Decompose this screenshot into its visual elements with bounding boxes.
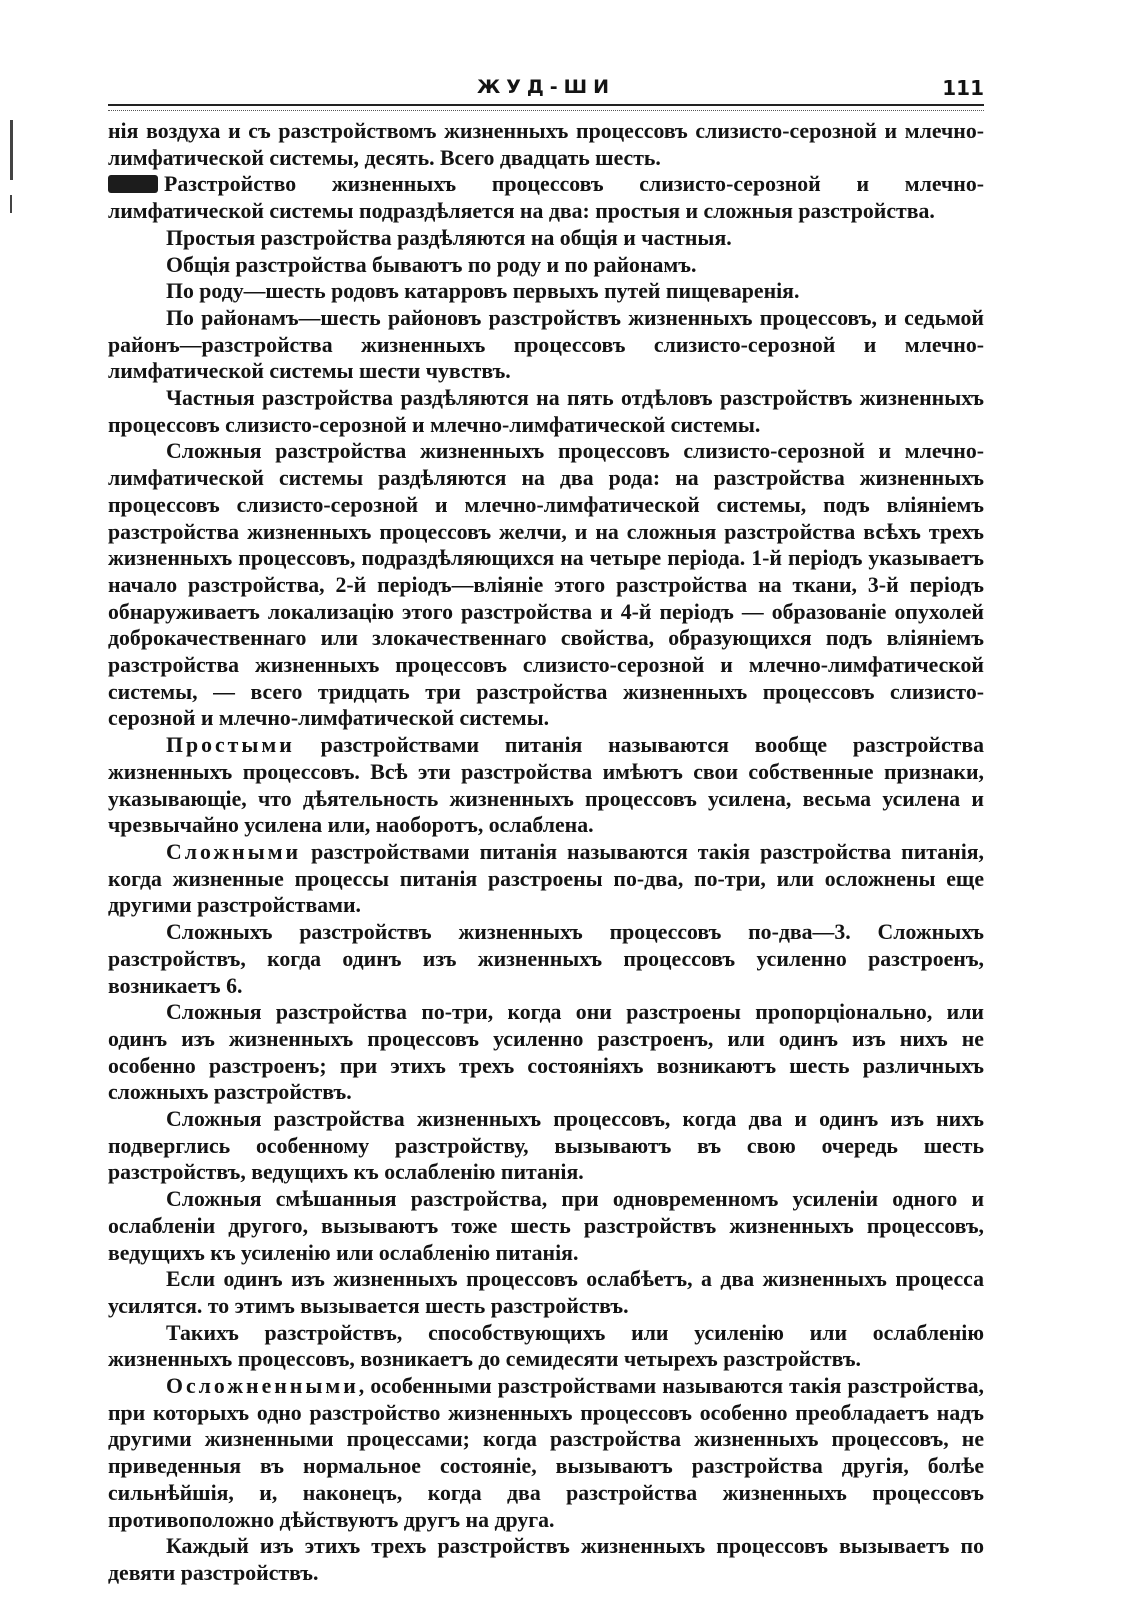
paragraph-text: разстройствами питанія называются вообще разстройства жизненныхъ процессовъ. Всѣ эти разстройства имѣютъ свои собственные признаки, указывающіе, что дѣятельность жизненныхъ процессовъ усилена, весьма усилена и чрезвычайно усилена или, наоборотъ, ослаблена. xyxy=(108,733,984,838)
paragraph: Сложныя разстройства по-три, когда они разстроены пропорціонально, или одинъ изъ жизненныхъ процессовъ усиленно разстроенъ, или одинъ изъ нихъ не особенно разстроенъ; при этихъ трехъ состояніяхъ возникаютъ шесть различныхъ сложныхъ разстройствъ. xyxy=(108,1000,984,1105)
page-header xyxy=(108,74,984,104)
paragraph: Простыя разстройства раздѣляются на общія и частныя. xyxy=(166,225,732,250)
paragraph xyxy=(108,1373,984,1533)
paragraph: Сложныя разстройства жизненныхъ процессовъ, когда два и одинъ изъ нихъ подверглись особенному разстройству, вызываютъ въ свою очередь шесть разстройствъ, ведущихъ къ ослабленію питанія. xyxy=(108,1107,984,1185)
emphasis: Осложненными xyxy=(166,1374,359,1399)
paragraph-text: , особенными разстройствами называются такія разстройства, при которыхъ одно разстройство жизненныхъ процессовъ особенно преобладаетъ надъ другими жизненными процессами; когда разстройства жизненныхъ процессовъ, не приведенныя въ нормальное состояніе, вызываютъ разстройства другія, болѣе сильнѣйшія, и, наконецъ, когда два разстройства жизненныхъ процессовъ противоположно дѣйствуютъ другъ на друга. xyxy=(108,1374,984,1532)
header-rule xyxy=(108,104,984,111)
body-text xyxy=(108,118,984,1587)
paragraph: Если одинъ изъ жизненныхъ процессовъ ослабѣетъ, а два жизненныхъ процесса усилятся. то этимъ вызывается шесть разстройствъ. xyxy=(108,1267,984,1318)
paragraph xyxy=(108,839,984,919)
paragraph: Частныя разстройства раздѣляются на пять отдѣловъ разстройствъ жизненныхъ процессовъ слизисто-серозной и млечно-лимфатической системы. xyxy=(108,386,984,437)
paragraph-text: разстройствами питанія называются такія разстройства питанія, когда жизненные процессы питанія разстроены по-два, по-три, или осложнены еще другими разстройствами. xyxy=(108,839,984,918)
page-number: 111 xyxy=(942,76,984,100)
paragraph: Сложныя смѣшанныя разстройства, при одновременномъ усиленіи одного и ослабленіи другого, вызываютъ тоже шесть разстройствъ жизненныхъ процессовъ, ведущихъ къ усиленію или ослабленію питанія. xyxy=(108,1187,984,1265)
paragraph xyxy=(108,171,984,224)
emphasis: Простыми xyxy=(166,733,295,758)
paragraph xyxy=(108,732,984,839)
paragraph: Сложныхъ разстройствъ жизненныхъ процессовъ по-два—3. Сложныхъ разстройствъ, когда одинъ изъ жизненныхъ процессовъ усиленно разстроенъ, возникаетъ 6. xyxy=(108,920,984,998)
paragraph: Каждый изъ этихъ трехъ разстройствъ жизненныхъ процессовъ вызываетъ по девяти разстройствъ. xyxy=(108,1534,984,1585)
paragraph-text: Разстройство жизненныхъ процессовъ слизисто-серозной и млечно-лимфатической системы подраздѣляется на два: простыя и сложныя разстройства. xyxy=(108,172,984,224)
ink-blot xyxy=(108,175,158,193)
margin-mark xyxy=(10,195,12,213)
running-head: ЖУД-ШИ xyxy=(476,76,616,98)
paragraph: Такихъ разстройствъ, способствующихъ или усиленію или ослабленію жизненныхъ процессовъ, возникаетъ до семидесяти четырехъ разстройствъ. xyxy=(108,1320,984,1372)
paragraph: нія воздуха и съ разстройствомъ жизненныхъ процессовъ слизисто-серозной и млечно-лимфатической системы, десять. Всего двадцать шесть. xyxy=(108,119,984,170)
paragraph: Сложныя разстройства жизненныхъ процессовъ слизисто-серозной и млечно-лимфатической системы раздѣляются на два рода: на разстройства жизненныхъ процессовъ слизисто-серозной и млечно-лимфатической системы, подъ вліяніемъ разстройства жизненныхъ процессовъ желчи, и на сложныя разстройства всѣхъ трехъ жизненныхъ процессовъ, подраздѣляющихся на четыре періода. 1-й періодъ указываетъ начало разстройства, 2-й періодъ—вліяніе этого разстройства на ткани, 3-й періодъ обнаруживаетъ локализацію этого разстройства и 4-й періодъ — образованіе опухолей доброкачественнаго или злокачественнаго свойства, образующихся подъ вліяніемъ разстройства жизненныхъ процессовъ слизисто-серозной и млечно-лимфатической системы, — всего тридцать три разстройства жизненныхъ процессовъ слизисто-серозной и млечно-лимфатической системы. xyxy=(108,439,984,731)
margin-mark xyxy=(10,120,13,180)
emphasis: Сложными xyxy=(166,839,302,864)
paragraph: Общія разстройства бываютъ по роду и по районамъ. xyxy=(166,252,697,277)
paragraph: По районамъ—шесть районовъ разстройствъ жизненныхъ процессовъ, и седьмой районъ—разстройства жизненныхъ процессовъ слизисто-серозной и млечно-лимфатической системы шести чувствъ. xyxy=(108,305,984,384)
paragraph: По роду—шесть родовъ катарровъ первыхъ путей пищеваренія. xyxy=(166,279,800,304)
